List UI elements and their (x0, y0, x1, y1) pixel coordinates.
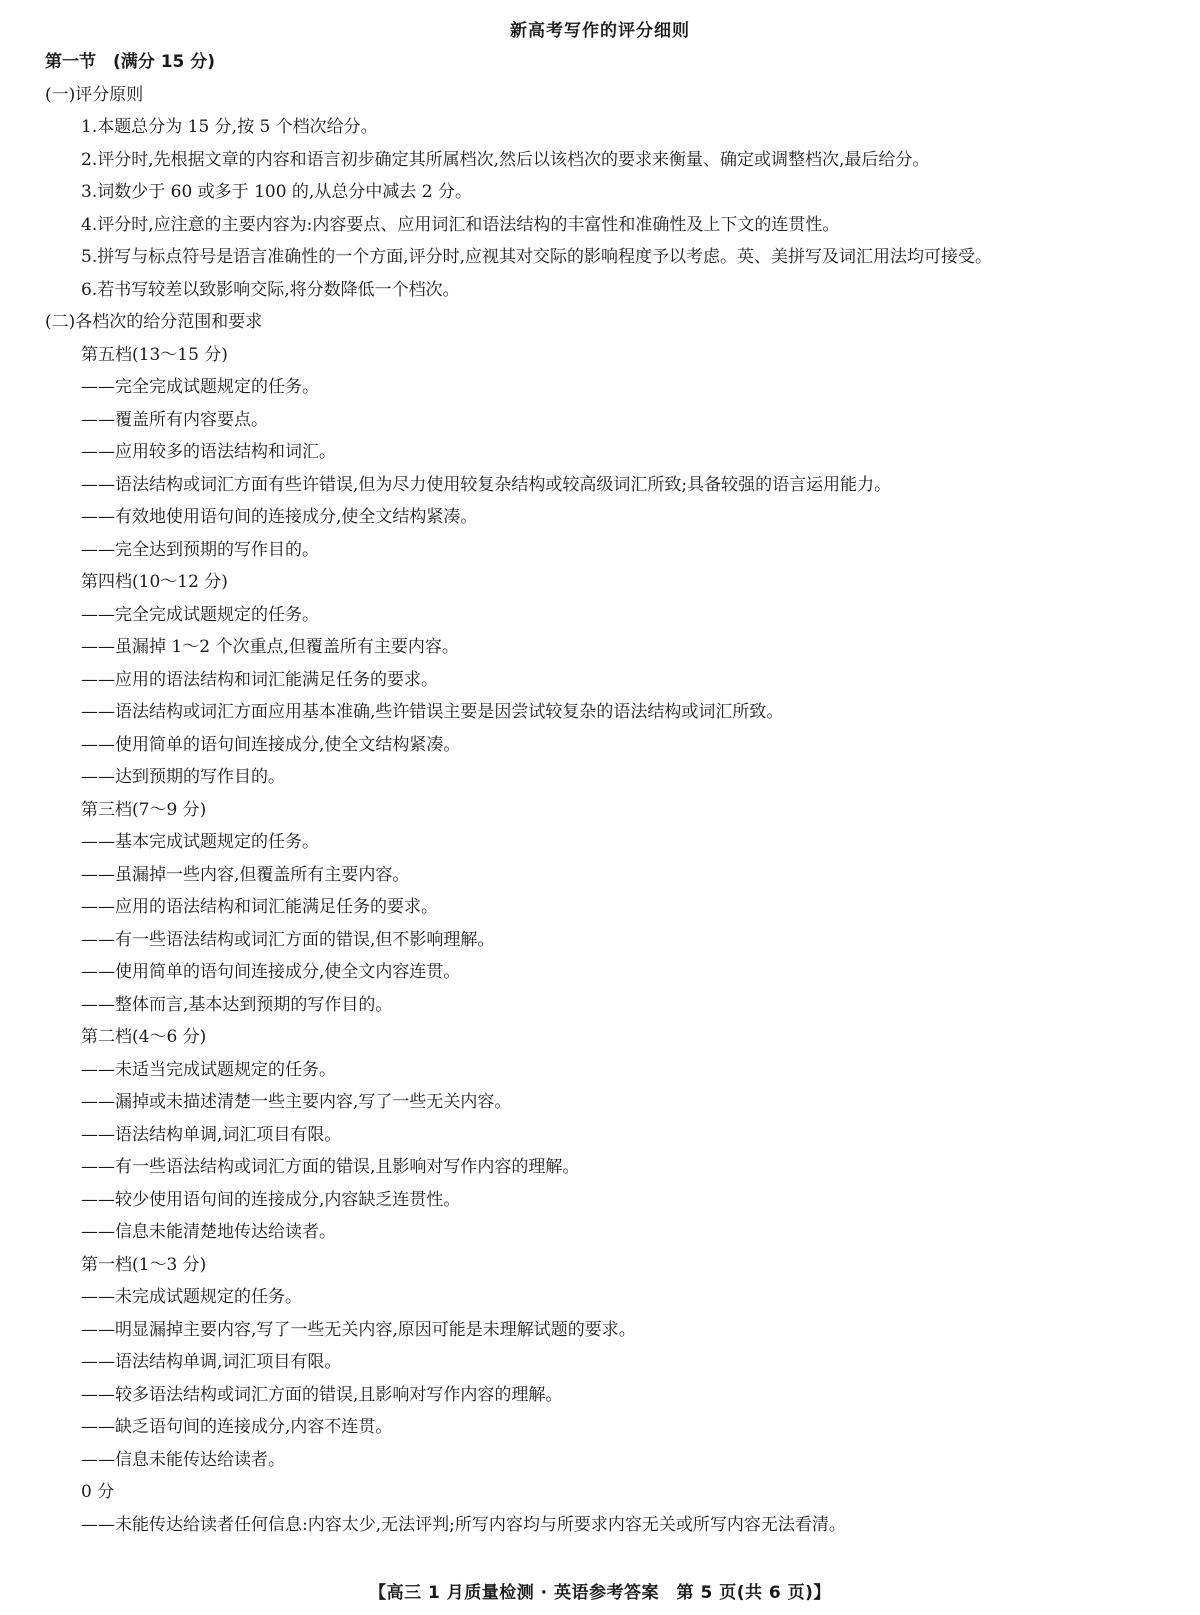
principle-item: 6.若书写较差以致影响交际,将分数降低一个档次。 (81, 279, 460, 300)
level5-item: ——语法结构或词汇方面有些许错误,但为尽力使用较复杂结构或较高级词汇所致;具备较强的语言运用能力。 (81, 474, 892, 495)
level3-item: ——基本完成试题规定的任务。 (81, 832, 319, 852)
level1-title: 第一档(1～3 分) (81, 1254, 207, 1275)
principle-item: 1.本题总分为 15 分,按 5 个档次给分。 (81, 117, 378, 137)
level2-item: ——语法结构单调,词汇项目有限。 (81, 1124, 342, 1145)
level5-item: ——完全达到预期的写作目的。 (81, 539, 319, 560)
level0-item: ——未能传达给读者任何信息:内容太少,无法评判;所写内容均与所要求内容无关或所写内容无法看清。 (81, 1514, 846, 1535)
level4-title: 第四档(10～12 分) (81, 572, 228, 592)
page-footer: 【高三 1 月质量检测 · 英语参考答案 第 5 页(共 6 页)】 (369, 1583, 831, 1603)
principle-item: 3.词数少于 60 或多于 100 的,从总分中减去 2 分。 (81, 182, 472, 202)
level5-item: ——应用较多的语法结构和词汇。 (81, 442, 336, 462)
level1-item: ——未完成试题规定的任务。 (81, 1287, 302, 1307)
level3-item: ——整体而言,基本达到预期的写作目的。 (81, 994, 393, 1015)
level4-item: ——使用简单的语句间连接成分,使全文结构紧凑。 (81, 734, 461, 755)
principle-item: 5.拼写与标点符号是语言准确性的一个方面,评分时,应视其对交际的影响程度予以考虑。英、美拼写及词汇用法均可接受。 (81, 247, 993, 267)
level0-title: 0 分 (81, 1482, 115, 1502)
level1-item: ——缺乏语句间的连接成分,内容不连贯。 (81, 1417, 393, 1437)
level1-item: ——明显漏掉主要内容,写了一些无关内容,原因可能是未理解试题的要求。 (81, 1319, 636, 1340)
document-body (45, 46, 1165, 1541)
level4-item: ——达到预期的写作目的。 (81, 767, 285, 787)
level4-item: ——语法结构或词汇方面应用基本准确,些许错误主要是因尝试较复杂的语法结构或词汇所致。 (81, 702, 784, 722)
level5-item: ——有效地使用语句间的连接成分,使全文结构紧凑。 (81, 507, 478, 527)
levels-heading: (二)各档次的给分范围和要求 (45, 312, 263, 332)
level2-item: ——信息未能清楚地传达给读者。 (81, 1222, 336, 1242)
level4-item: ——应用的语法结构和词汇能满足任务的要求。 (81, 669, 438, 690)
principle-item: 4.评分时,应注意的主要内容为:内容要点、应用词汇和语法结构的丰富性和准确性及上下文的连贯性。 (81, 214, 840, 235)
level1-item: ——信息未能传达给读者。 (81, 1449, 285, 1470)
principle-item: 2.评分时,先根据文章的内容和语言初步确定其所属档次,然后以该档次的要求来衡量、确定或调整档次,最后给分。 (81, 149, 930, 170)
principles-heading: (一)评分原则 (45, 84, 144, 105)
level5-item: ——覆盖所有内容要点。 (81, 409, 268, 430)
level2-item: ——漏掉或未描述清楚一些主要内容,写了一些无关内容。 (81, 1092, 512, 1112)
level4-item: ——完全完成试题规定的任务。 (81, 604, 319, 625)
level3-item: ——使用简单的语句间连接成分,使全文内容连贯。 (81, 962, 461, 982)
level3-item: ——有一些语法结构或词汇方面的错误,但不影响理解。 (81, 929, 495, 950)
page-title: 新高考写作的评分细则 (510, 21, 690, 41)
level2-item: ——有一些语法结构或词汇方面的错误,且影响对写作内容的理解。 (81, 1157, 580, 1177)
section-heading: 第一节 (满分 15 分) (45, 52, 216, 72)
level2-item: ——较少使用语句间的连接成分,内容缺乏连贯性。 (81, 1189, 461, 1210)
level3-item: ——虽漏掉一些内容,但覆盖所有主要内容。 (81, 864, 410, 885)
level2-title: 第二档(4～6 分) (81, 1027, 207, 1047)
level4-item: ——虽漏掉 1～2 个次重点,但覆盖所有主要内容。 (81, 637, 459, 657)
level3-title: 第三档(7～9 分) (81, 799, 207, 820)
level5-title: 第五档(13～15 分) (81, 344, 228, 365)
level3-item: ——应用的语法结构和词汇能满足任务的要求。 (81, 897, 438, 917)
level5-item: ——完全完成试题规定的任务。 (81, 377, 319, 397)
level1-item: ——语法结构单调,词汇项目有限。 (81, 1352, 342, 1372)
level2-item: ——未适当完成试题规定的任务。 (81, 1059, 336, 1080)
level1-item: ——较多语法结构或词汇方面的错误,且影响对写作内容的理解。 (81, 1384, 563, 1405)
